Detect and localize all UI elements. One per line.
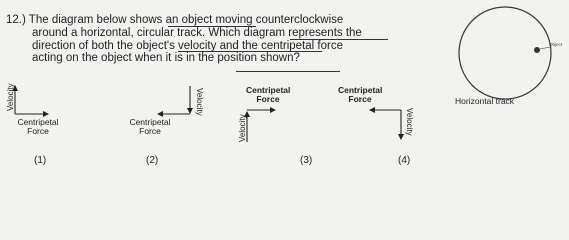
- choice-2-velocity-label: Velocity: [195, 88, 204, 116]
- question-line-4: acting on the object when it is in the position shown?: [32, 52, 300, 65]
- horizontal-track-circle: [459, 7, 551, 99]
- choice-4-velocity-label: Velocity: [405, 108, 414, 136]
- choice-3-force-label: Centripetal Force: [246, 85, 291, 104]
- question-line-3: direction of both the object's velocity and the centripetal force: [32, 39, 343, 52]
- object-label: Object: [549, 42, 563, 47]
- choice-3-velocity-label: Velocity: [238, 114, 247, 142]
- underline-position-shown: [236, 71, 340, 72]
- question-line-1: 12.) The diagram below shows an object moving counterclockwise: [6, 14, 344, 26]
- choice-1-number: (1): [34, 155, 47, 166]
- choice-2-force-label: Centripetal Force: [129, 117, 171, 136]
- choice-4-number: (4): [398, 155, 411, 166]
- choice-1-velocity-label: Velocity: [6, 83, 15, 111]
- underline-below-shows: [168, 26, 256, 27]
- choice-3-number: (3): [300, 155, 313, 166]
- underline-represents: [290, 39, 388, 40]
- track-label: Horizontal track: [455, 96, 515, 106]
- underline-velocity-centripetal: [178, 51, 322, 52]
- object-leader-line: [540, 47, 550, 49]
- question-line-2: around a horizontal, circular track. Which diagram represents the: [32, 26, 362, 39]
- object-dot: [534, 47, 540, 53]
- choice-2-number: (2): [146, 155, 159, 166]
- choice-1-force-label: Centripetal Force: [17, 117, 59, 136]
- choice-4-force-label: Centripetal Force: [338, 85, 383, 104]
